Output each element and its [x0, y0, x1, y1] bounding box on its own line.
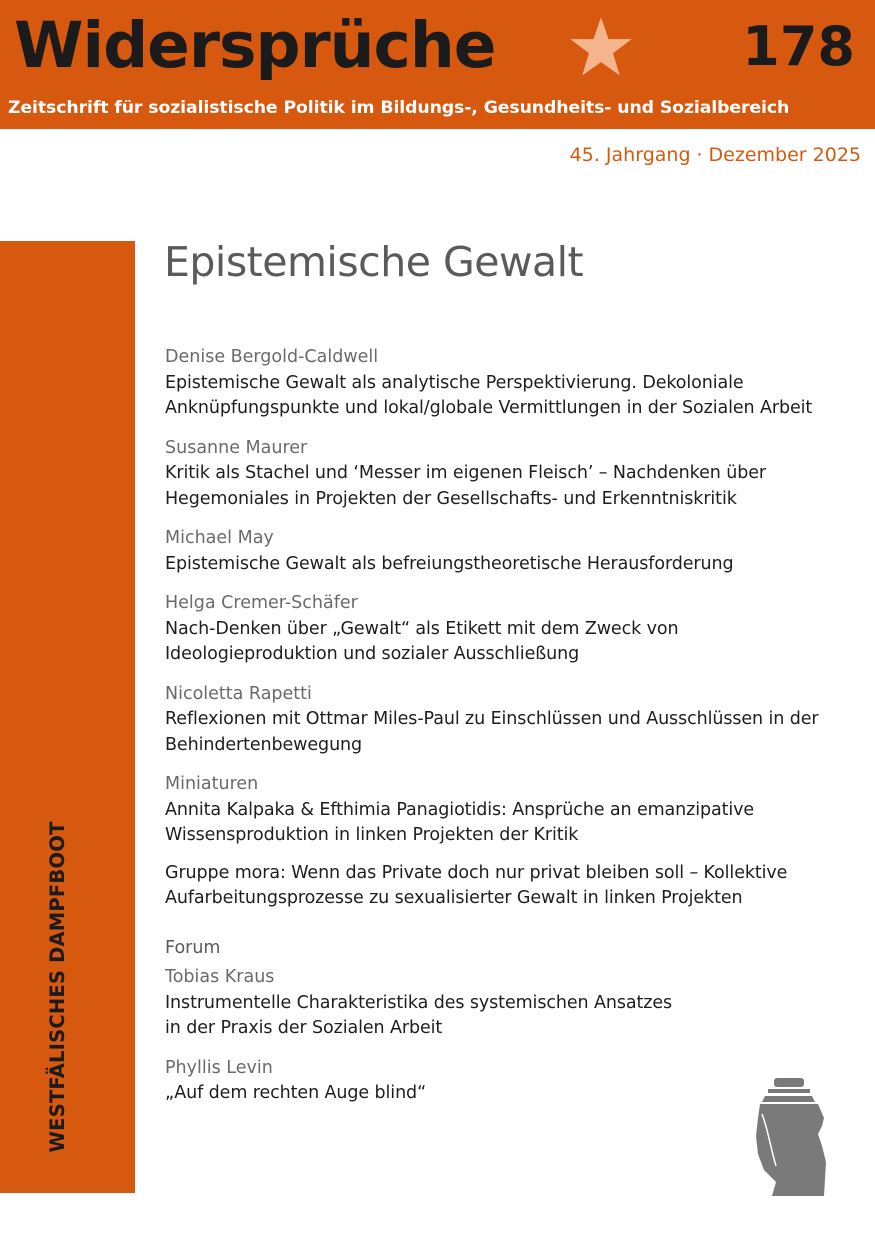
toc-author: Helga Cremer-Schäfer — [165, 593, 358, 613]
toc-title-line: Instrumentelle Charakteristika des systemischen Ansatzes — [165, 992, 673, 1013]
toc-author: Phyllis Levin — [165, 1057, 273, 1078]
toc-entry — [165, 436, 855, 513]
magazine-title: Widersprüche — [14, 9, 496, 82]
issue-theme-title: Epistemische Gewalt — [164, 238, 584, 286]
toc-author: Denise Bergold-Caldwell — [165, 347, 379, 367]
publisher-name: WESTFÄLISCHES DAMPFBOOT — [46, 821, 69, 1153]
toc-title: Reflexionen mit Ottmar Miles-Paul zu Einschlüssen und Ausschlüssen in der Behindertenbewegung — [165, 709, 819, 755]
toc-entry — [165, 965, 855, 1042]
miniaturen-label: Miniaturen — [165, 774, 259, 794]
toc-author: Tobias Kraus — [165, 967, 275, 987]
forum-label: Forum — [165, 937, 221, 958]
star-icon — [569, 16, 633, 80]
toc-title: Kritik als Stachel und ‘Messer im eigenen Fleisch’ – Nachdenken über Hegemoniales in Projekten der Gesellschafts- und Erkenntniskritik — [165, 463, 766, 509]
toc-entry — [165, 682, 855, 759]
toc-title: „Auf dem rechten Auge blind“ — [165, 1083, 427, 1103]
toc-author: Susanne Maurer — [165, 437, 308, 458]
toc-title: Epistemische Gewalt als befreiungstheoretische Herausforderung — [165, 553, 734, 574]
miniaturen-item: Annita Kalpaka & Efthimia Panagiotidis: Ansprüche an emanzipative Wissensproduktion in linken Projekten der Kritik — [165, 799, 755, 845]
steamboat-logo-icon — [752, 1074, 830, 1196]
edition-separator: · — [696, 144, 703, 166]
edition-line — [570, 141, 861, 169]
edition-date: Dezember 2025 — [708, 144, 861, 166]
toc-title: Nach-Denken über „Gewalt“ als Etikett mit dem Zweck von Ideologieproduktion und sozialer Ausschließung — [165, 618, 679, 664]
toc-title: Epistemische Gewalt als analytische Perspektivierung. Dekoloniale Anknüpfungspunkte und lokal/globale Vermittlungen in der Sozialen Arbeit — [165, 372, 813, 418]
toc-entry — [165, 526, 855, 577]
toc-author: Nicoletta Rapetti — [165, 683, 312, 704]
issue-number: 178 — [742, 15, 855, 78]
miniaturen-section — [165, 772, 855, 912]
edition-year: 45. Jahrgang — [569, 144, 691, 166]
magazine-subtitle: Zeitschrift für sozialistische Politik im Bildungs-, Gesundheits- und Sozialbereich — [8, 98, 790, 118]
toc-title-line: in der Praxis der Sozialen Arbeit — [165, 1018, 443, 1038]
miniaturen-item: Gruppe mora: Wenn das Private doch nur privat bleiben soll – Kollektive Aufarbeitungsprozesse zu sexualisierter Gewalt in linken Projekten — [165, 862, 788, 908]
masthead — [0, 0, 875, 129]
toc-author: Michael May — [165, 528, 274, 548]
toc-entry — [165, 345, 855, 422]
table-of-contents — [165, 345, 855, 1121]
toc-entry — [165, 591, 855, 668]
